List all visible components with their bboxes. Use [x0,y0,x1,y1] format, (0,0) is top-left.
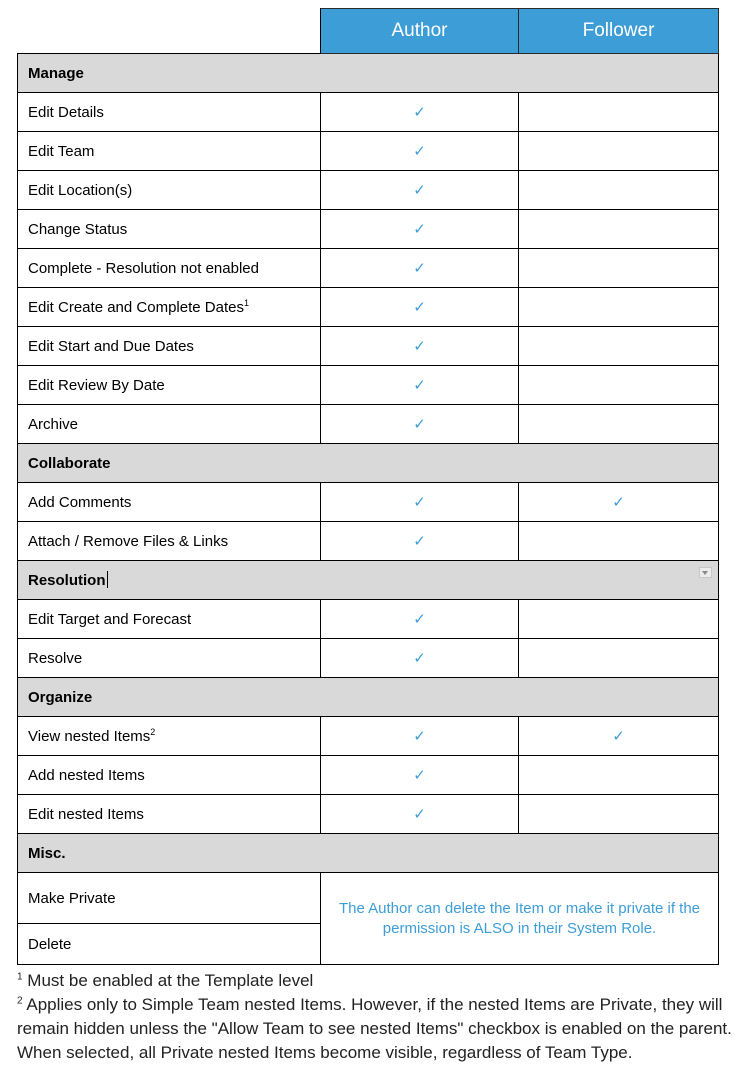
follower-cell [519,795,719,834]
author-check-icon: ✓ [321,405,519,444]
permission-label [18,288,321,327]
permission-label [18,717,321,756]
follower-check-icon: ✓ [519,717,719,756]
section-collaborate [18,444,719,483]
table-row [18,210,719,249]
author-check-icon: ✓ [321,717,519,756]
header-blank-cell [18,9,321,54]
footnote-number: 1 [17,971,23,983]
permission-label: Edit nested Items [18,795,321,834]
author-check-icon: ✓ [321,366,519,405]
table-row [18,756,719,795]
table-row [18,288,719,327]
author-check-icon: ✓ [321,600,519,639]
table-row [18,873,719,924]
section-title: Resolution [28,572,106,589]
follower-cell [519,756,719,795]
permission-label: Add Comments [18,483,321,522]
table-row [18,366,719,405]
permission-label: Complete - Resolution not enabled [18,249,321,288]
section-misc [18,834,719,873]
follower-cell [519,210,719,249]
table-row [18,717,719,756]
follower-cell [519,600,719,639]
section-title: Organize [18,678,719,717]
author-check-icon: ✓ [321,93,519,132]
footnote-text: Applies only to Simple Team nested Items. However, if the nested Items are Private, they will remain hidden unless the "Allow Team to see nested Items" checkbox is enabled on the parent. When selected, all Private nested Items become visible, regardless of Team Type. [17,995,732,1062]
permission-label: Archive [18,405,321,444]
follower-cell [519,132,719,171]
permissions-table [17,8,719,965]
permission-label: Edit Target and Forecast [18,600,321,639]
author-check-icon: ✓ [321,210,519,249]
follower-cell [519,366,719,405]
author-check-icon: ✓ [321,795,519,834]
permission-label: Edit Review By Date [18,366,321,405]
author-check-icon: ✓ [321,639,519,678]
follower-cell [519,522,719,561]
follower-check-icon: ✓ [519,483,719,522]
section-manage [18,54,719,93]
footnote-ref: 1 [243,297,249,308]
text-cursor [107,571,108,588]
permission-label: Change Status [18,210,321,249]
follower-cell [519,405,719,444]
author-check-icon: ✓ [321,483,519,522]
follower-cell [519,639,719,678]
footnotes [17,969,747,1065]
table-row [18,795,719,834]
author-check-icon: ✓ [321,132,519,171]
author-check-icon: ✓ [321,327,519,366]
table-row [18,522,719,561]
misc-note: The Author can delete the Item or make it private if the permission is ALSO in their System Role. [321,873,719,965]
author-check-icon: ✓ [321,288,519,327]
table-row [18,405,719,444]
table-row [18,600,719,639]
permission-label-text: View nested Items [28,727,151,745]
author-check-icon: ✓ [321,522,519,561]
table-row [18,483,719,522]
follower-cell [519,249,719,288]
table-row [18,327,719,366]
permission-label: Edit Start and Due Dates [18,327,321,366]
table-row [18,132,719,171]
table-row [18,93,719,132]
permission-label: Make Private [18,873,321,924]
author-check-icon: ✓ [321,171,519,210]
section-resolution[interactable] [18,561,719,600]
section-organize [18,678,719,717]
table-row [18,171,719,210]
permission-label: Resolve [18,639,321,678]
permission-label: Edit Team [18,132,321,171]
footnote-text: Must be enabled at the Template level [27,971,314,990]
footnote-2 [17,993,747,1065]
footnote-ref: 2 [150,726,156,737]
follower-cell [519,171,719,210]
follower-cell [519,93,719,132]
follower-column-header: Follower [519,9,719,54]
footnote-number: 2 [17,995,23,1007]
section-title: Collaborate [18,444,719,483]
permission-label: Add nested Items [18,756,321,795]
table-row [18,249,719,288]
table-row [18,639,719,678]
header-row [18,9,719,54]
section-title-cell[interactable] [18,561,719,600]
permission-label: Attach / Remove Files & Links [18,522,321,561]
permission-label: Delete [18,924,321,965]
author-check-icon: ✓ [321,249,519,288]
follower-cell [519,327,719,366]
permission-label: Edit Location(s) [18,171,321,210]
follower-cell [519,288,719,327]
permission-label: Edit Details [18,93,321,132]
dropdown-arrow-icon[interactable] [699,567,712,578]
author-check-icon: ✓ [321,756,519,795]
permission-label-text: Edit Create and Complete Dates [28,298,244,316]
section-title: Manage [18,54,719,93]
footnote-1 [17,969,747,993]
section-title: Misc. [18,834,719,873]
author-column-header: Author [321,9,519,54]
